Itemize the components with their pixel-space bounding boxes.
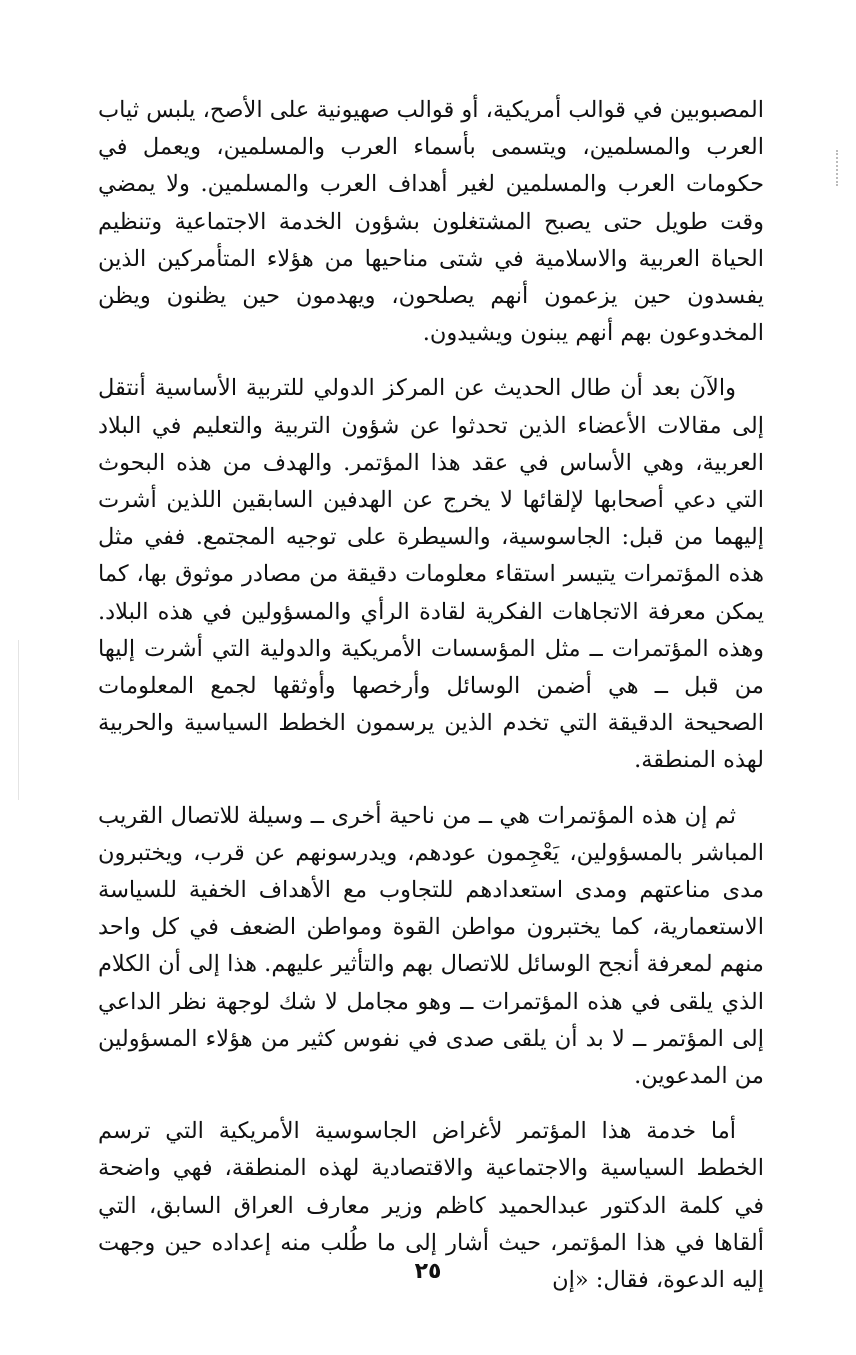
margin-mark bbox=[836, 150, 841, 186]
scan-edge-line bbox=[18, 640, 19, 800]
page-number: ٢٥ bbox=[414, 1259, 442, 1284]
paragraph-4: أما خدمة هذا المؤتمر لأغراض الجاسوسية الأمريكية التي ترسم الخطط السياسية والاجتماعية والاقتصادية لهذه المنطقة، فهي واضحة في كلمة الدكتور عبدالحميد كاظم وزير معارف العراق السابق، التي ألقاها في هذا المؤتمر، حيث أشار إلى ما طُلب منه إعداده حين وجهت إليه الدعوة، فقال: «إن bbox=[98, 1118, 764, 1294]
body-text bbox=[98, 92, 764, 1317]
paragraph-3: ثم إن هذه المؤتمرات هي ــ من ناحية أخرى ــ وسيلة للاتصال القريب المباشر بالمسؤولين، يَعْجِمون عودهم، ويدرسونهم عن قرب، ويختبرون مدى مناعتهم ومدى استعدادهم للتجاوب مع الأهداف الخفية للسياسة الاستعمارية، كما يختبرون مواطن القوة ومواطن الضعف في كل واحد منهم لمعرفة أنجح الوسائل للاتصال بهم والتأثير عليهم. هذا إلى أن الكلام الذي يلقى في هذه المؤتمرات ــ وهو مجامل لا شك لوجهة نظر الداعي إلى المؤتمر ــ لا بد أن يلقى صدى في نفوس كثير من هؤلاء المسؤولين من المدعوين. bbox=[98, 802, 764, 1090]
paragraph-1: المصبوبين في قوالب أمريكية، أو قوالب صهيونية على الأصح، يلبس ثياب العرب والمسلمين، ويتسمى بأسماء العرب والمسلمين، ويعمل في حكومات العرب والمسلمين لغير أهداف العرب والمسلمين. ولا يمضي وقت طويل حتى يصبح المشتغلون بشؤون الخدمة الاجتماعية وتنظيم الحياة العربية والاسلامية في شتى مناحيها من هؤلاء المتأمركين الذين يفسدون حين يزعمون أنهم يصلحون، ويهدمون حين يظنون ويظن المخدوعون بهم أنهم يبنون ويشيدون. bbox=[98, 97, 764, 347]
paragraph-2: والآن بعد أن طال الحديث عن المركز الدولي للتربية الأساسية أنتقل إلى مقالات الأعضاء الذين تحدثوا عن شؤون التربية والتعليم في البلاد العربية، وهي الأساس في عقد هذا المؤتمر. والهدف من هذه البحوث التي دعي أصحابها لإلقائها لا يخرج عن الهدفين السابقين اللذين أشرت إليهما من قبل: الجاسوسية، والسيطرة على توجيه المجتمع. ففي مثل هذه المؤتمرات يتيسر استقاء معلومات دقيقة من مصادر موثوق بها، كما يمكن معرفة الاتجاهات الفكرية لقادة الرأي والمسؤولين في هذه البلاد. وهذه المؤتمرات ــ مثل المؤسسات الأمريكية والدولية التي أشرت إليها من قبل ــ هي أضمن الوسائل وأرخصها وأوثقها لجمع المعلومات الصحيحة الدقيقة التي تخدم الذين يرسمون الخطط السياسية والحربية لهذه المنطقة. bbox=[98, 375, 764, 774]
